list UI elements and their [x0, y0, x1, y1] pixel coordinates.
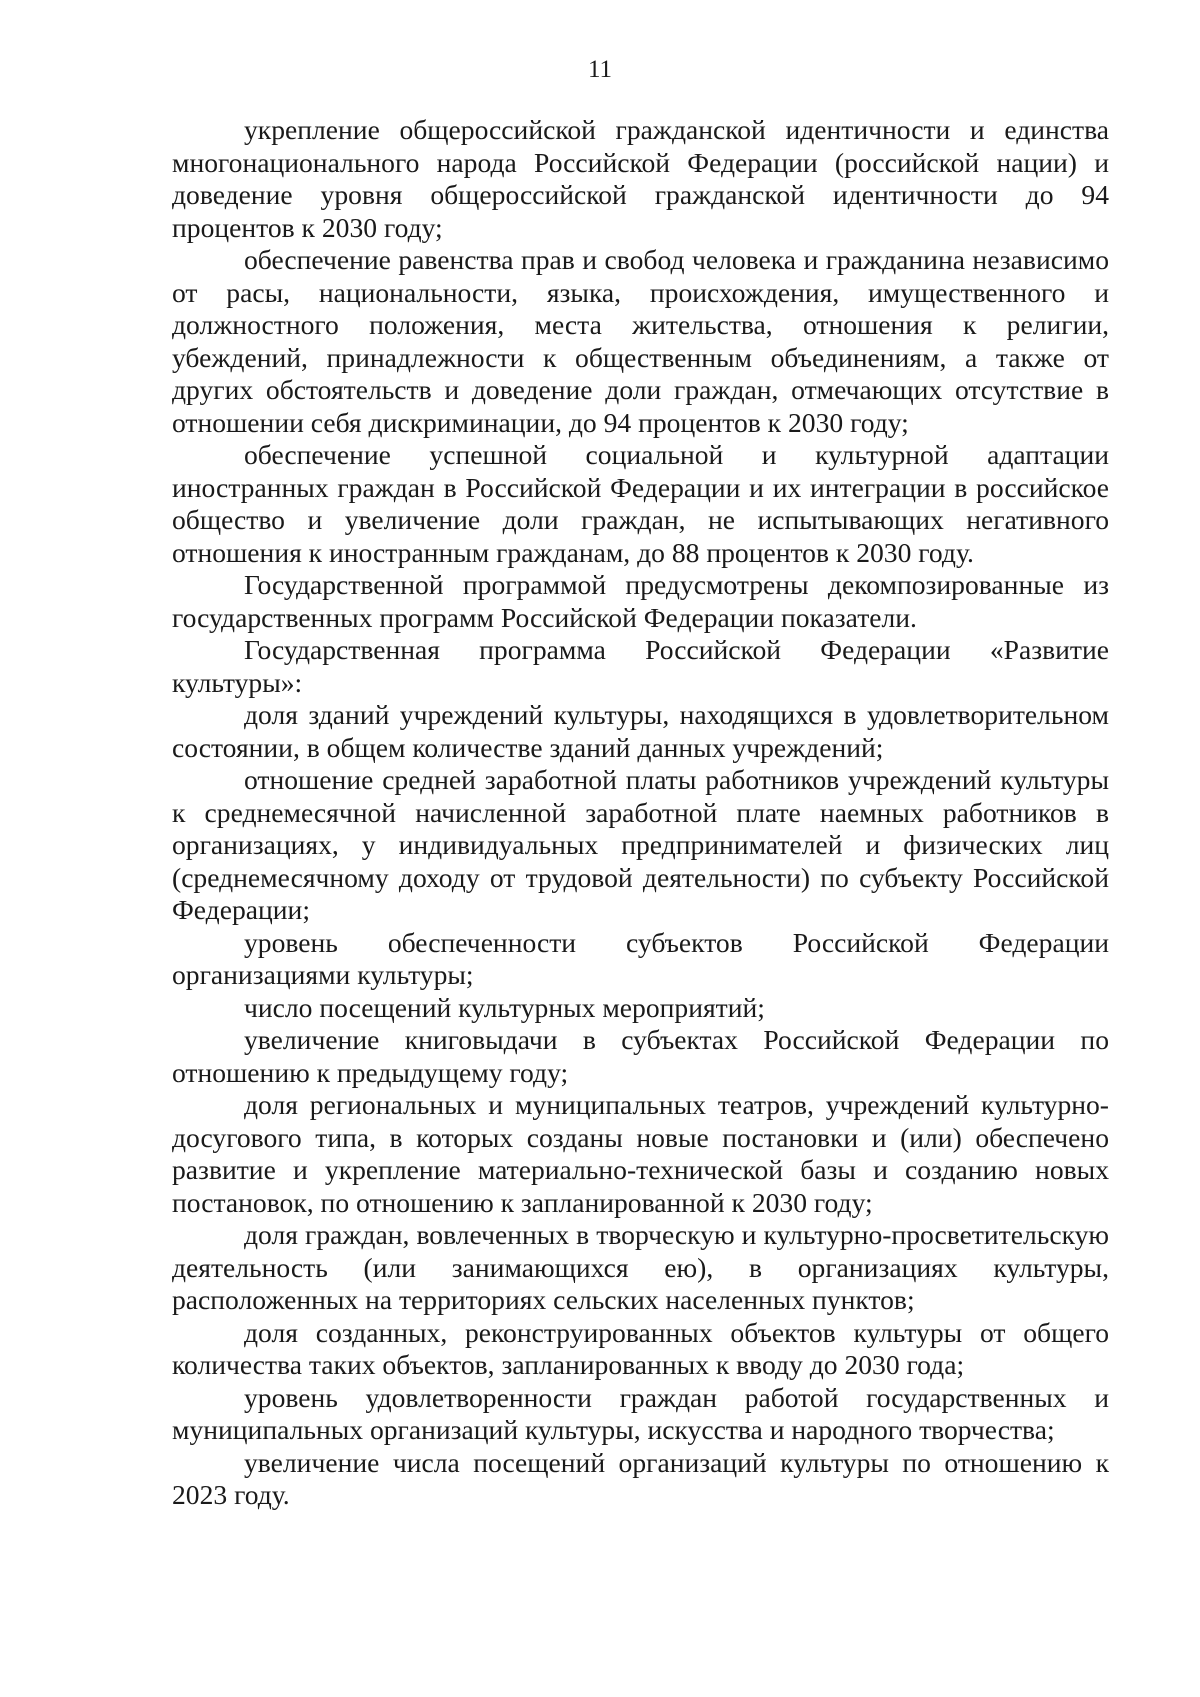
- body-text: [172, 114, 1109, 1512]
- paragraph: укрепление общероссийской гражданской идентичности и единства многонационального народа Российской Федерации (российской нации) и доведение уровня общероссийской гражданской идентичности до 94 процентов к 2030 году;: [172, 114, 1109, 243]
- paragraph: уровень удовлетворенности граждан работой государственных и муниципальных организаций культуры, искусства и народного творчества;: [172, 1381, 1109, 1445]
- paragraph: обеспечение успешной социальной и культурной адаптации иностранных граждан в Российской Федерации и их интеграции в российское общество и увеличение доли граждан, не испытывающих негативного отношения к иностранным гражданам, до 88 процентов к 2030 году.: [172, 439, 1109, 568]
- paragraph: доля созданных, реконструированных объектов культуры от общего количества таких объектов, запланированных к вводу до 2030 года;: [172, 1316, 1109, 1380]
- paragraph: Государственной программой предусмотрены декомпозированные из государственных программ Российской Федерации показатели.: [172, 569, 1109, 633]
- paragraph: отношение средней заработной платы работников учреждений культуры к среднемесячной начисленной заработной плате наемных работников в организациях, у индивидуальных предпринимателей и физических лиц (среднемесячному доходу от трудовой деятельности) по субъекту Российской Федерации;: [172, 764, 1109, 925]
- paragraph: обеспечение равенства прав и свобод человека и гражданина независимо от расы, национальности, языка, происхождения, имущественного и должностного положения, места жительства, отношения к религии, убеждений, принадлежности к общественным объединениям, а также от других обстоятельств и доведение доли граждан, отмечающих отсутствие в отношении себя дискриминации, до 94 процентов к 2030 году;: [172, 244, 1109, 438]
- page-number: 11: [587, 56, 613, 83]
- paragraph: доля зданий учреждений культуры, находящихся в удовлетворительном состоянии, в общем количестве зданий данных учреждений;: [172, 699, 1109, 763]
- paragraph: Государственная программа Российской Федерации «Развитие культуры»:: [172, 634, 1109, 698]
- paragraph: увеличение числа посещений организаций культуры по отношению к 2023 году.: [172, 1446, 1109, 1510]
- paragraph: число посещений культурных мероприятий;: [244, 991, 765, 1023]
- paragraph: доля граждан, вовлеченных в творческую и культурно-просветительскую деятельность (или занимающихся ею), в организациях культуры, расположенных на территориях сельских населенных пунктов;: [172, 1219, 1109, 1315]
- paragraph: увеличение книговыдачи в субъектах Российской Федерации по отношению к предыдущему году;: [172, 1024, 1109, 1088]
- paragraph: уровень обеспеченности субъектов Российской Федерации организациями культуры;: [172, 926, 1109, 990]
- paragraph: доля региональных и муниципальных театров, учреждений культурно-досугового типа, в которых созданы новые постановки и (или) обеспечено развитие и укрепление материально-технической базы и созданию новых постановок, по отношению к запланированной к 2030 году;: [172, 1089, 1109, 1218]
